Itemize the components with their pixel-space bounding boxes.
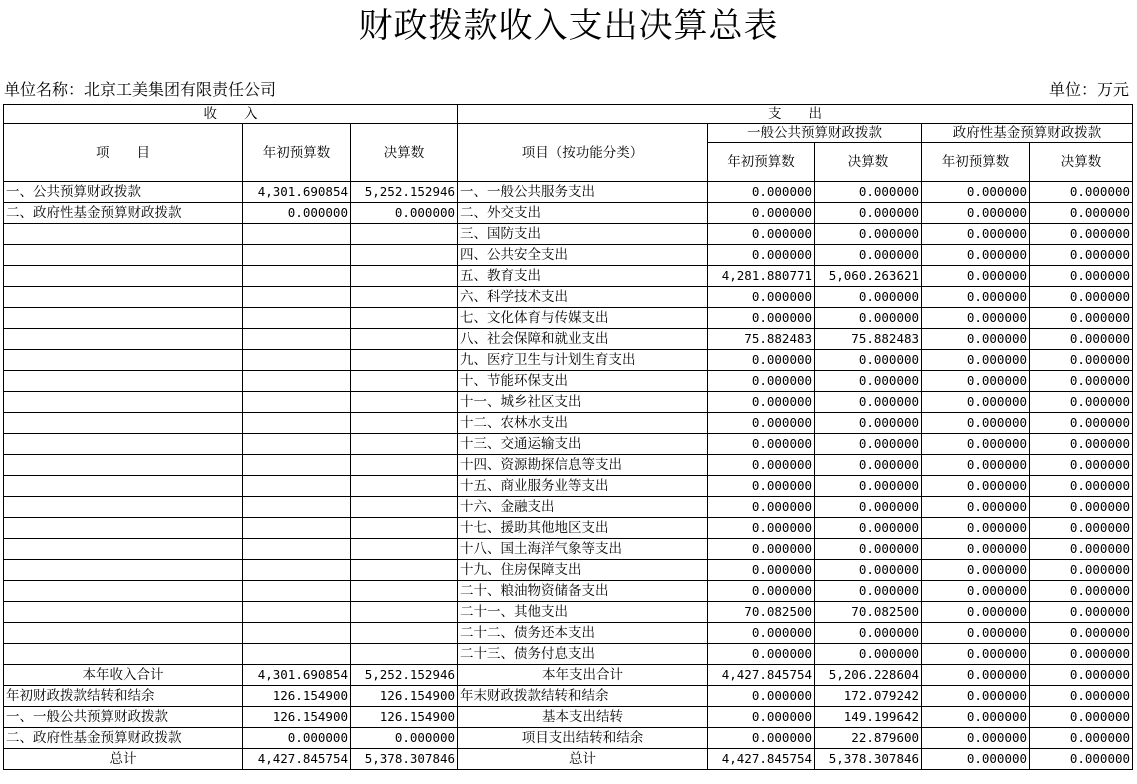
income-budget-cell: [243, 224, 351, 245]
income-budget-cell: 0.000000: [243, 728, 351, 749]
income-item-cell: [4, 434, 243, 455]
income-final-cell: [351, 371, 458, 392]
general-final-cell: 0.000000: [815, 392, 922, 413]
general-final-cell: 0.000000: [815, 287, 922, 308]
income-final-cell: [351, 497, 458, 518]
fund-final-cell: 0.000000: [1030, 560, 1133, 581]
general-budget-cell: 4,281.880771: [708, 266, 815, 287]
income-final-cell: [351, 224, 458, 245]
general-budget-header: 年初预算数: [708, 143, 815, 182]
income-item-cell: [4, 644, 243, 665]
income-final-cell: [351, 392, 458, 413]
income-item-cell: 二、政府性基金预算财政拨款: [4, 203, 243, 224]
fund-final-cell: 0.000000: [1030, 644, 1133, 665]
income-budget-cell: [243, 245, 351, 266]
fund-final-cell: 0.000000: [1030, 350, 1133, 371]
income-final-cell: [351, 434, 458, 455]
expense-item-cell: 十、节能环保支出: [458, 371, 708, 392]
table-row: [4, 644, 1133, 665]
table-row: [4, 224, 1133, 245]
income-item-cell: 二、政府性基金预算财政拨款: [4, 728, 243, 749]
fund-final-cell: 0.000000: [1030, 371, 1133, 392]
expense-item-cell: 五、教育支出: [458, 266, 708, 287]
table-row: [4, 581, 1133, 602]
expense-item-cell: 二十二、债务还本支出: [458, 623, 708, 644]
fund-final-cell: 0.000000: [1030, 623, 1133, 644]
fund-final-cell: 0.000000: [1030, 245, 1133, 266]
table-row: [4, 728, 1133, 749]
fund-budget-cell: 0.000000: [922, 224, 1030, 245]
income-final-cell: 126.154900: [351, 707, 458, 728]
fund-final-cell: 0.000000: [1030, 455, 1133, 476]
income-budget-cell: [243, 518, 351, 539]
fund-final-cell: 0.000000: [1030, 581, 1133, 602]
income-item-cell: [4, 560, 243, 581]
table-row: [4, 476, 1133, 497]
general-final-cell: 0.000000: [815, 245, 922, 266]
income-item-cell: [4, 623, 243, 644]
income-final-cell: [351, 581, 458, 602]
income-final-cell: 5,378.307846: [351, 749, 458, 770]
fund-final-cell: 0.000000: [1030, 224, 1133, 245]
general-final-cell: 0.000000: [815, 644, 922, 665]
fund-budget-cell: 0.000000: [922, 203, 1030, 224]
table-row: [4, 287, 1133, 308]
expense-item-cell: 十七、援助其他地区支出: [458, 518, 708, 539]
fund-budget-cell: 0.000000: [922, 581, 1030, 602]
general-final-cell: 0.000000: [815, 224, 922, 245]
fund-final-cell: 0.000000: [1030, 329, 1133, 350]
income-item-cell: [4, 245, 243, 266]
income-item-cell: 总计: [4, 749, 243, 770]
general-budget-cell: 0.000000: [708, 182, 815, 203]
income-final-cell: [351, 329, 458, 350]
fund-budget-cell: 0.000000: [922, 371, 1030, 392]
fund-final-cell: 0.000000: [1030, 707, 1133, 728]
general-budget-cell: 0.000000: [708, 392, 815, 413]
income-final-cell: [351, 308, 458, 329]
expense-item-cell: 二十一、其他支出: [458, 602, 708, 623]
general-budget-cell: 0.000000: [708, 350, 815, 371]
income-item-cell: [4, 392, 243, 413]
general-budget-cell: 0.000000: [708, 623, 815, 644]
expense-item-cell: 二十三、债务付息支出: [458, 644, 708, 665]
income-item-cell: [4, 455, 243, 476]
expense-item-header: 项目（按功能分类）: [458, 124, 708, 182]
fund-budget-cell: 0.000000: [922, 518, 1030, 539]
expense-item-cell: 四、公共安全支出: [458, 245, 708, 266]
expense-item-cell: 本年支出合计: [458, 665, 708, 686]
fund-budget-cell: 0.000000: [922, 539, 1030, 560]
fund-final-cell: 0.000000: [1030, 434, 1133, 455]
income-item-cell: [4, 602, 243, 623]
unit-label: 单位：万元: [1048, 80, 1129, 99]
fund-budget-cell: 0.000000: [922, 665, 1030, 686]
general-final-header: 决算数: [815, 143, 922, 182]
income-budget-cell: [243, 287, 351, 308]
expense-item-cell: 十六、金融支出: [458, 497, 708, 518]
table-row: [4, 665, 1133, 686]
general-final-cell: 5,060.263621: [815, 266, 922, 287]
general-final-cell: 0.000000: [815, 182, 922, 203]
budget-table: [3, 104, 1133, 770]
general-final-cell: 0.000000: [815, 203, 922, 224]
income-item-cell: [4, 497, 243, 518]
fund-final-cell: 0.000000: [1030, 686, 1133, 707]
general-final-cell: 0.000000: [815, 371, 922, 392]
fund-final-cell: 0.000000: [1030, 182, 1133, 203]
expense-item-cell: 二、外交支出: [458, 203, 708, 224]
income-item-cell: 一、公共预算财政拨款: [4, 182, 243, 203]
table-row: [4, 749, 1133, 770]
expense-item-cell: 基本支出结转: [458, 707, 708, 728]
expense-item-cell: 十二、农林水支出: [458, 413, 708, 434]
fund-final-cell: 0.000000: [1030, 266, 1133, 287]
expense-item-cell: 三、国防支出: [458, 224, 708, 245]
income-final-cell: [351, 623, 458, 644]
general-final-cell: 0.000000: [815, 413, 922, 434]
expense-item-cell: 十三、交通运输支出: [458, 434, 708, 455]
income-item-cell: [4, 287, 243, 308]
fund-budget-cell: 0.000000: [922, 728, 1030, 749]
income-budget-cell: 4,301.690854: [243, 665, 351, 686]
income-item-cell: [4, 371, 243, 392]
general-budget-cell: 0.000000: [708, 518, 815, 539]
fund-budget-cell: 0.000000: [922, 287, 1030, 308]
income-item-cell: 一、一般公共预算财政拨款: [4, 707, 243, 728]
fund-budget-cell: 0.000000: [922, 602, 1030, 623]
general-budget-cell: 0.000000: [708, 434, 815, 455]
general-final-cell: 0.000000: [815, 350, 922, 371]
income-budget-cell: [243, 266, 351, 287]
general-final-cell: 0.000000: [815, 539, 922, 560]
general-budget-cell: 0.000000: [708, 707, 815, 728]
income-budget-cell: [243, 623, 351, 644]
fund-final-cell: 0.000000: [1030, 728, 1133, 749]
table-row: [4, 182, 1133, 203]
fund-final-cell: 0.000000: [1030, 308, 1133, 329]
expense-item-cell: 六、科学技术支出: [458, 287, 708, 308]
general-budget-cell: 0.000000: [708, 728, 815, 749]
income-budget-cell: [243, 392, 351, 413]
income-budget-cell: [243, 476, 351, 497]
expense-item-cell: 十四、资源勘探信息等支出: [458, 455, 708, 476]
general-final-cell: 172.079242: [815, 686, 922, 707]
table-row: [4, 518, 1133, 539]
income-budget-cell: 0.000000: [243, 203, 351, 224]
page-title: 财政拨款收入支出决算总表: [358, 6, 779, 46]
income-final-header: 决算数: [351, 124, 458, 182]
fund-budget-cell: 0.000000: [922, 686, 1030, 707]
expense-item-cell: 十九、住房保障支出: [458, 560, 708, 581]
table-row: [4, 560, 1133, 581]
fund-final-cell: 0.000000: [1030, 539, 1133, 560]
income-final-cell: 5,252.152946: [351, 665, 458, 686]
income-final-cell: [351, 455, 458, 476]
income-budget-header: 年初预算数: [243, 124, 351, 182]
expense-item-cell: 一、一般公共服务支出: [458, 182, 708, 203]
income-final-cell: [351, 518, 458, 539]
income-final-cell: [351, 245, 458, 266]
income-budget-cell: [243, 434, 351, 455]
general-budget-cell: 0.000000: [708, 371, 815, 392]
fund-final-cell: 0.000000: [1030, 602, 1133, 623]
income-budget-cell: [243, 329, 351, 350]
table-row: [4, 707, 1133, 728]
income-item-cell: [4, 224, 243, 245]
expense-item-cell: 十一、城乡社区支出: [458, 392, 708, 413]
general-final-cell: 0.000000: [815, 518, 922, 539]
general-final-cell: 5,378.307846: [815, 749, 922, 770]
general-budget-cell: 75.882483: [708, 329, 815, 350]
fund-budget-cell: 0.000000: [922, 434, 1030, 455]
general-final-cell: 0.000000: [815, 308, 922, 329]
fund-budget-cell: 0.000000: [922, 413, 1030, 434]
table-row: [4, 602, 1133, 623]
fund-budget-cell: 0.000000: [922, 392, 1030, 413]
income-final-cell: [351, 644, 458, 665]
general-budget-cell: 0.000000: [708, 560, 815, 581]
income-budget-cell: [243, 497, 351, 518]
fund-final-cell: 0.000000: [1030, 287, 1133, 308]
income-item-cell: [4, 329, 243, 350]
income-budget-cell: 126.154900: [243, 686, 351, 707]
table-row: [4, 308, 1133, 329]
table-row: [4, 350, 1133, 371]
fund-budget-cell: 0.000000: [922, 707, 1030, 728]
income-item-cell: 本年收入合计: [4, 665, 243, 686]
income-budget-cell: [243, 308, 351, 329]
table-row: [4, 539, 1133, 560]
income-budget-cell: [243, 560, 351, 581]
table-row: [4, 392, 1133, 413]
table-row: [4, 686, 1133, 707]
general-final-cell: 0.000000: [815, 434, 922, 455]
fund-final-cell: 0.000000: [1030, 749, 1133, 770]
table-row: [4, 203, 1133, 224]
general-final-cell: 70.082500: [815, 602, 922, 623]
income-budget-cell: 4,427.845754: [243, 749, 351, 770]
income-item-cell: [4, 308, 243, 329]
fund-budget-cell: 0.000000: [922, 644, 1030, 665]
unit-name: 单位名称：北京工美集团有限责任公司: [4, 80, 277, 99]
expense-item-cell: 九、医疗卫生与计划生育支出: [458, 350, 708, 371]
income-final-cell: [351, 350, 458, 371]
income-item-cell: [4, 350, 243, 371]
general-budget-cell: 0.000000: [708, 245, 815, 266]
income-final-cell: [351, 266, 458, 287]
expense-item-cell: 八、社会保障和就业支出: [458, 329, 708, 350]
table-row: [4, 434, 1133, 455]
table-row: [4, 497, 1133, 518]
table-row: [4, 245, 1133, 266]
income-budget-cell: 126.154900: [243, 707, 351, 728]
general-budget-group-header: 一般公共预算财政拨款: [708, 124, 922, 143]
general-budget-cell: 4,427.845754: [708, 665, 815, 686]
income-final-cell: 5,252.152946: [351, 182, 458, 203]
fund-budget-cell: 0.000000: [922, 476, 1030, 497]
fund-final-cell: 0.000000: [1030, 665, 1133, 686]
general-budget-cell: 0.000000: [708, 455, 815, 476]
expense-item-cell: 七、文化体育与传媒支出: [458, 308, 708, 329]
income-item-cell: [4, 581, 243, 602]
general-budget-cell: 0.000000: [708, 581, 815, 602]
income-header: 收 入: [4, 105, 458, 124]
fund-budget-cell: 0.000000: [922, 455, 1030, 476]
income-final-cell: [351, 476, 458, 497]
income-item-cell: [4, 476, 243, 497]
income-final-cell: 126.154900: [351, 686, 458, 707]
expense-item-cell: 二十、粮油物资储备支出: [458, 581, 708, 602]
income-budget-cell: [243, 413, 351, 434]
fund-final-cell: 0.000000: [1030, 518, 1133, 539]
expense-item-cell: 十八、国土海洋气象等支出: [458, 539, 708, 560]
income-item-cell: 年初财政拨款结转和结余: [4, 686, 243, 707]
table-row: [4, 329, 1133, 350]
general-final-cell: 0.000000: [815, 623, 922, 644]
income-final-cell: 0.000000: [351, 203, 458, 224]
fund-final-header: 决算数: [1030, 143, 1133, 182]
table-row: [4, 266, 1133, 287]
general-final-cell: 75.882483: [815, 329, 922, 350]
fund-budget-cell: 0.000000: [922, 560, 1030, 581]
income-item-header: 项 目: [4, 124, 243, 182]
table-row: [4, 455, 1133, 476]
fund-final-cell: 0.000000: [1030, 476, 1133, 497]
fund-final-cell: 0.000000: [1030, 497, 1133, 518]
expense-item-cell: 十五、商业服务业等支出: [458, 476, 708, 497]
fund-budget-cell: 0.000000: [922, 329, 1030, 350]
expense-item-cell: 项目支出结转和结余: [458, 728, 708, 749]
general-budget-cell: 4,427.845754: [708, 749, 815, 770]
general-budget-cell: 0.000000: [708, 203, 815, 224]
income-final-cell: [351, 602, 458, 623]
table-row: [4, 413, 1133, 434]
expense-item-cell: 总计: [458, 749, 708, 770]
expense-header: 支 出: [458, 105, 1133, 124]
income-budget-cell: [243, 455, 351, 476]
general-final-cell: 0.000000: [815, 497, 922, 518]
general-budget-cell: 70.082500: [708, 602, 815, 623]
income-budget-cell: [243, 371, 351, 392]
fund-budget-cell: 0.000000: [922, 182, 1030, 203]
general-budget-cell: 0.000000: [708, 497, 815, 518]
income-budget-cell: [243, 644, 351, 665]
fund-budget-cell: 0.000000: [922, 266, 1030, 287]
income-budget-cell: 4,301.690854: [243, 182, 351, 203]
general-budget-cell: 0.000000: [708, 539, 815, 560]
fund-budget-cell: 0.000000: [922, 497, 1030, 518]
expense-item-cell: 年末财政拨款结转和结余: [458, 686, 708, 707]
income-item-cell: [4, 539, 243, 560]
general-budget-cell: 0.000000: [708, 287, 815, 308]
income-item-cell: [4, 266, 243, 287]
general-budget-cell: 0.000000: [708, 686, 815, 707]
general-final-cell: 0.000000: [815, 560, 922, 581]
income-final-cell: [351, 539, 458, 560]
general-final-cell: 0.000000: [815, 455, 922, 476]
income-budget-cell: [243, 539, 351, 560]
fund-final-cell: 0.000000: [1030, 413, 1133, 434]
income-item-cell: [4, 518, 243, 539]
income-final-cell: 0.000000: [351, 728, 458, 749]
general-budget-cell: 0.000000: [708, 308, 815, 329]
fund-budget-cell: 0.000000: [922, 308, 1030, 329]
income-budget-cell: [243, 602, 351, 623]
general-final-cell: 22.879600: [815, 728, 922, 749]
fund-budget-cell: 0.000000: [922, 350, 1030, 371]
income-final-cell: [351, 413, 458, 434]
fund-budget-cell: 0.000000: [922, 623, 1030, 644]
general-final-cell: 5,206.228604: [815, 665, 922, 686]
general-final-cell: 0.000000: [815, 476, 922, 497]
fund-budget-header: 年初预算数: [922, 143, 1030, 182]
income-final-cell: [351, 287, 458, 308]
table-row: [4, 623, 1133, 644]
general-budget-cell: 0.000000: [708, 224, 815, 245]
general-budget-cell: 0.000000: [708, 644, 815, 665]
fund-budget-group-header: 政府性基金预算财政拨款: [922, 124, 1133, 143]
fund-budget-cell: 0.000000: [922, 245, 1030, 266]
general-final-cell: 0.000000: [815, 581, 922, 602]
income-final-cell: [351, 560, 458, 581]
fund-final-cell: 0.000000: [1030, 203, 1133, 224]
fund-budget-cell: 0.000000: [922, 749, 1030, 770]
income-budget-cell: [243, 581, 351, 602]
fund-final-cell: 0.000000: [1030, 392, 1133, 413]
general-budget-cell: 0.000000: [708, 413, 815, 434]
income-budget-cell: [243, 350, 351, 371]
general-budget-cell: 0.000000: [708, 476, 815, 497]
income-item-cell: [4, 413, 243, 434]
general-final-cell: 149.199642: [815, 707, 922, 728]
table-row: [4, 371, 1133, 392]
